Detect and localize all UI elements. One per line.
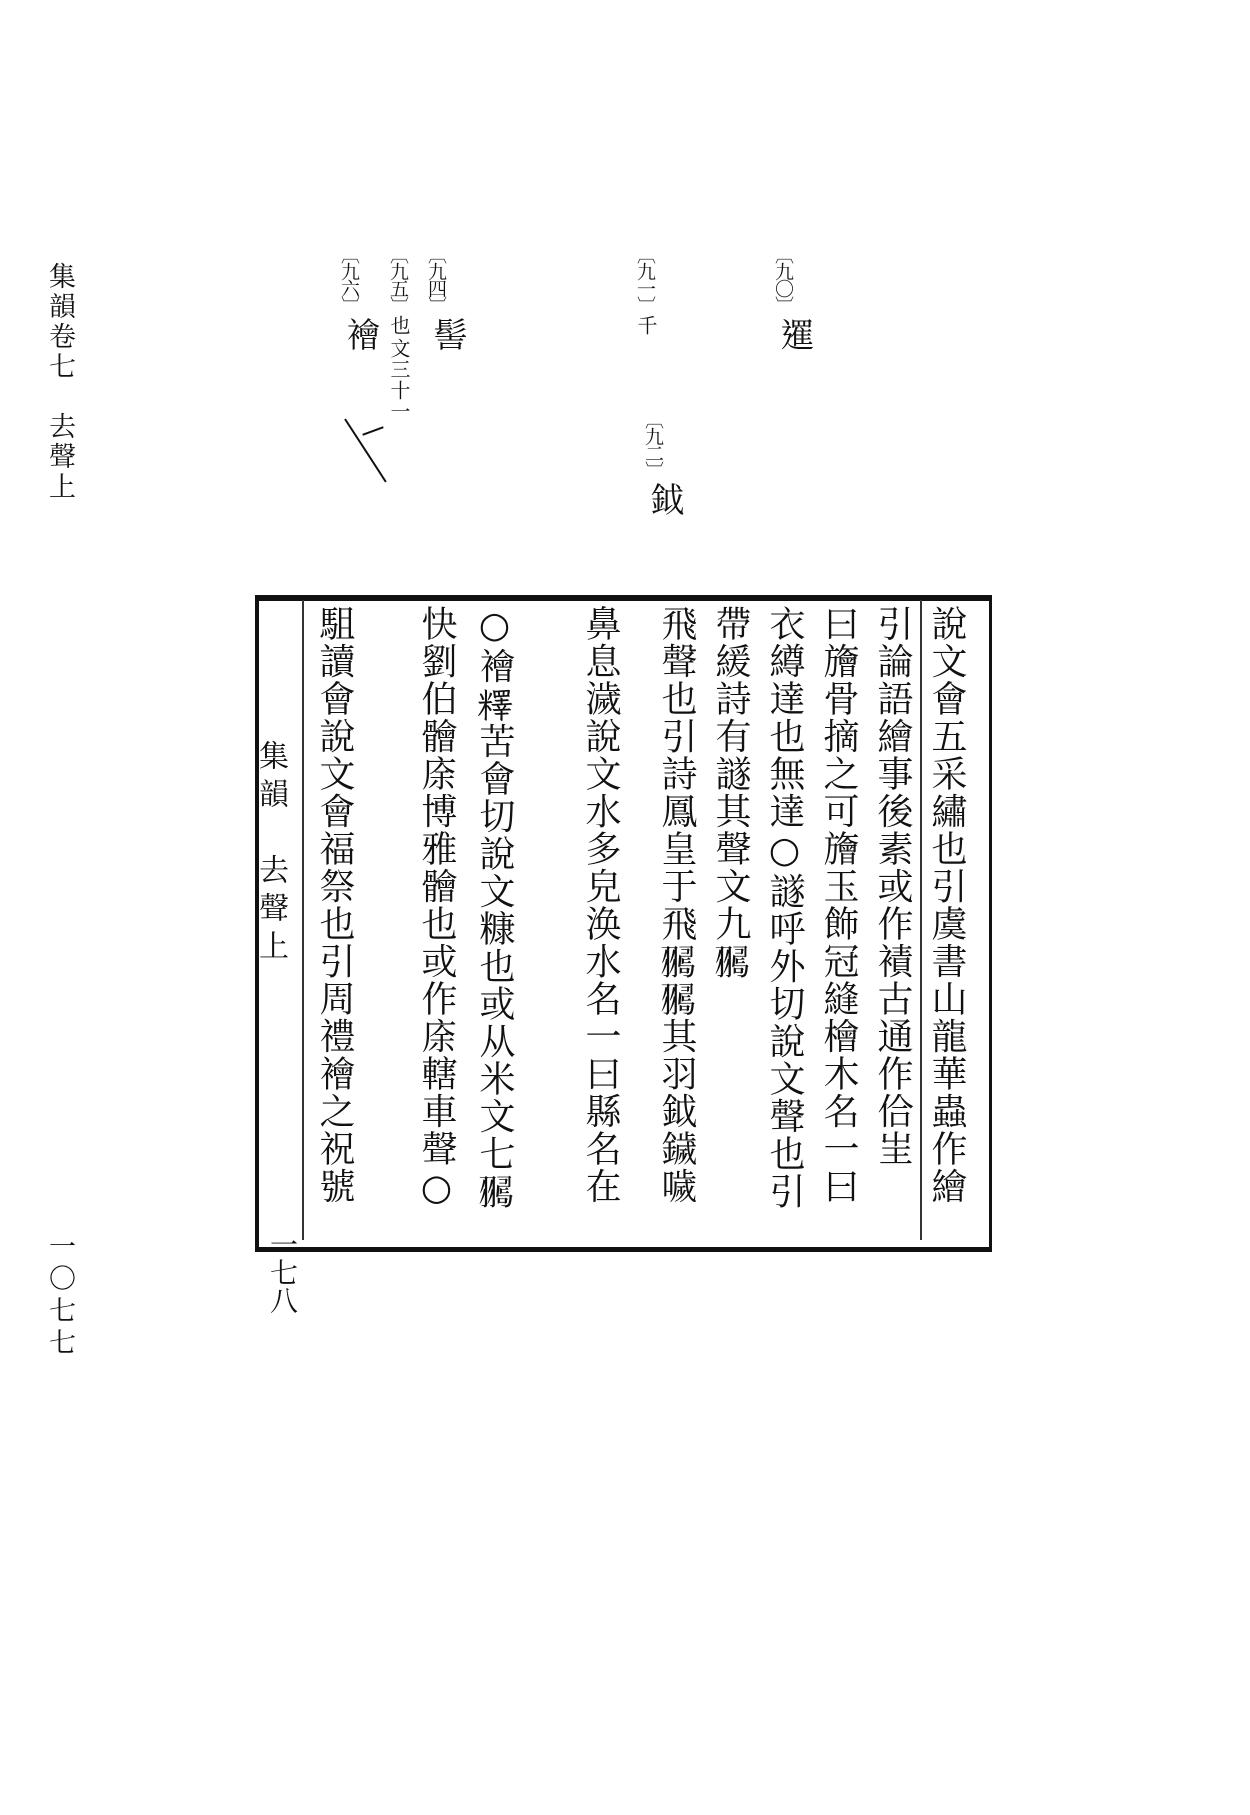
annotation-char: 𨗴	[774, 317, 814, 351]
text-column: 快劉伯䯤庩博雅䯤也或作庩轄車聲○	[416, 605, 457, 1210]
annotation-tag: 〔九五〕	[387, 245, 409, 313]
annotation-tag: 〔九二〕	[642, 410, 664, 478]
annotation-90	[770, 245, 819, 351]
annotation-char: 也	[387, 315, 411, 336]
page-number: 一〇七七	[44, 1232, 75, 1360]
text-column: 說文會五采繡也引虞書山龍華蟲作繪	[926, 605, 967, 1205]
annotation-char: 髻	[427, 317, 467, 351]
text-column: 引論語繪事後素或作襀古通作佮㞷	[872, 605, 913, 1168]
spine-number: 一七八	[266, 1230, 299, 1314]
annotation-94	[423, 245, 472, 351]
annotation-char: 鉞	[644, 482, 684, 516]
annotation-tag: 〔九一〕	[634, 245, 656, 313]
annotation-char: 千	[634, 315, 658, 336]
annotation-91	[632, 245, 661, 336]
annotation-tag: 〔九六〕	[338, 245, 360, 313]
annotation-tag: 〔九四〕	[425, 245, 447, 313]
spine-title: 集韻 去聲上	[253, 740, 288, 968]
annotation-char: 襘	[340, 317, 380, 351]
text-column: 鼻息濊說文水多皃涣水名一曰縣名在	[580, 605, 621, 1205]
annotation-92	[640, 410, 689, 516]
annotation-tag: 〔九〇〕	[772, 245, 794, 313]
column-rule	[302, 600, 304, 1240]
text-column: 曰旝骨摘之可旝玉飾冠縫檜木名一曰	[818, 605, 859, 1205]
text-column: 駔讀會說文會福祭也引周禮襘之祝號	[314, 605, 355, 1205]
text-column: 帶緩詩有譢其聲文九𦒞	[710, 605, 751, 980]
annotation-tick-mark	[362, 426, 383, 435]
text-column: 飛聲也引詩鳳皇于飛𦒞𦒞其羽鉞鐬噦	[656, 605, 697, 1205]
annotation-extra: 文三十一	[387, 338, 411, 422]
text-column: 衣繜達也無達○譢呼外切說文聲也引	[764, 605, 805, 1210]
running-title: 集韻卷七 去聲上	[44, 262, 75, 502]
annotation-95	[385, 245, 414, 422]
text-column: ○襘𥼶苦會切說文糠也或从米文七𦒞	[474, 605, 515, 1210]
annotation-96	[336, 245, 385, 351]
